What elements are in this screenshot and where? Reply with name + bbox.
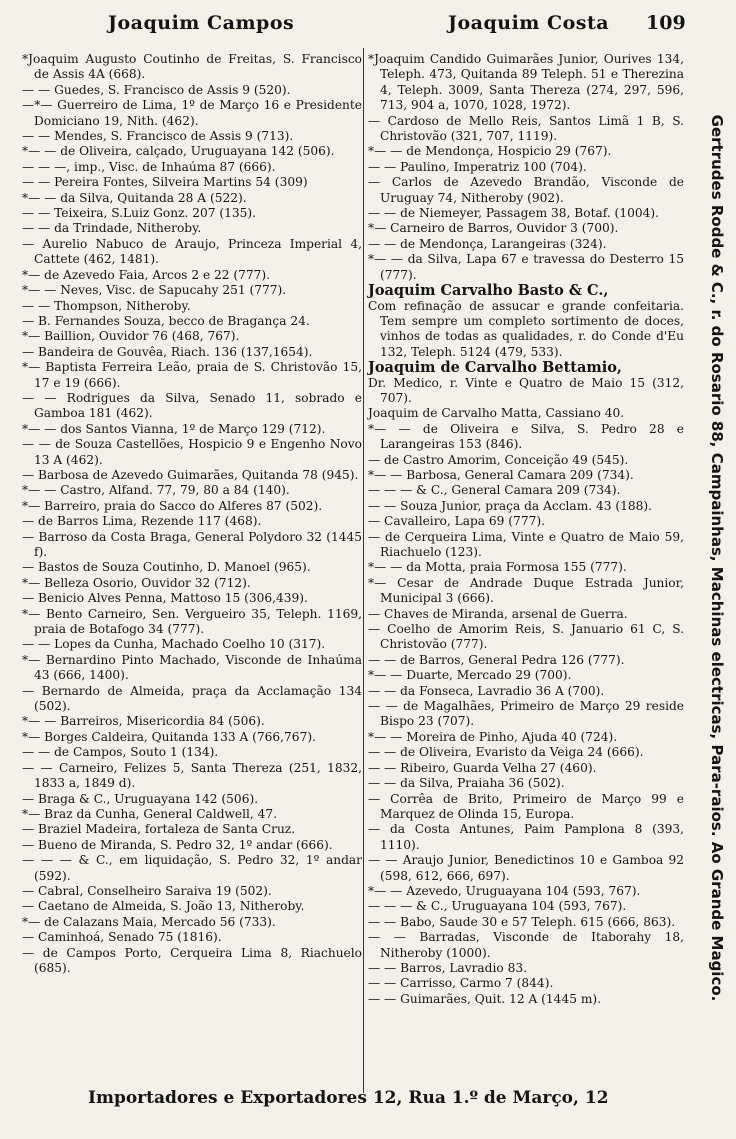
directory-entry: — da Costa Antunes, Paim Pamplona 8 (393, 1110). [368, 822, 684, 852]
directory-entry: — — de Barros, General Pedra 126 (777). [368, 652, 625, 667]
directory-entry: Joaquim Carvalho Basto & C., [368, 282, 609, 300]
directory-entry: — — Carneiro, Felizes 5, Santa Thereza (251, 1832, 1833 a, 1849 d). [22, 760, 362, 791]
directory-entry: *— de Azevedo Faia, Arcos 2 e 22 (777). [22, 267, 271, 282]
directory-entry: — — de Mendonça, Larangeiras (324). [368, 236, 607, 251]
directory-entry: *— Bento Carneiro, Sen. Vergueiro 35, Teleph. 1169, praia de Botafogo 34 (777). [22, 606, 362, 637]
directory-entry: *— — dos Santos Vianna, 1º de Março 129 (712). [22, 421, 326, 436]
directory-entry: — Cabral, Conselheiro Saraiva 19 (502). [22, 883, 272, 898]
directory-entry: — — — & C., General Camara 209 (734). [368, 483, 621, 498]
directory-entry: — — da Trindade, Nitheroby. [22, 221, 202, 236]
page-header [0, 8, 736, 42]
directory-entry: Joaquim de Carvalho Bettamio, [368, 359, 622, 377]
right-running-title: Joaquim Costa [448, 12, 610, 34]
directory-entry: — Corrêa de Brito, Primeiro de Março 99 e Marquez de Olinda 15, Europa. [368, 791, 684, 821]
directory-entry: *— Barreiro, praia do Sacco do Alferes 87 (502). [22, 498, 323, 513]
page-number: 109 [646, 12, 686, 34]
directory-entry: — Caminhoá, Senado 75 (1816). [22, 930, 222, 945]
directory-entry: *— — Castro, Alfand. 77, 79, 80 a 84 (140). [22, 483, 290, 498]
directory-entry: — — Paulino, Imperatriz 100 (704). [368, 159, 587, 174]
directory-entry: *— Belleza Osorio, Ouvidor 32 (712). [22, 575, 251, 590]
directory-entry: — Benicio Alves Penna, Mattoso 15 (306,439). [22, 591, 308, 606]
directory-entry: *Joaquim Candido Guimarães Junior, Ourives 134, Teleph. 473, Quitanda 89 Teleph. 51 e Therezina 4, Teleph. 3009, Santa Thereza (274, 297, 596, 713, 904 a, 1070, 1028, 1972). [368, 52, 684, 113]
directory-entry: — Bernardo de Almeida, praça da Acclamação 134 (502). [22, 683, 362, 714]
left-column [22, 52, 362, 976]
directory-entry: — Cavalleiro, Lapa 69 (777). [368, 514, 545, 529]
directory-entry: *— Braz da Cunha, General Caldwell, 47. [22, 806, 278, 821]
directory-entry: — Bueno de Miranda, S. Pedro 32, 1º andar (666). [22, 837, 333, 852]
directory-entry: — Braziel Madeira, fortaleza de Santa Cruz. [22, 822, 296, 837]
directory-entry: — Caetano de Almeida, S. João 13, Nitheroby. [22, 899, 305, 914]
directory-entry: *— — da Silva, Lapa 67 e travessa do Desterro 15 (777). [368, 252, 684, 282]
directory-entry: — Chaves de Miranda, arsenal de Guerra. [368, 606, 628, 621]
directory-entry: *Joaquim Augusto Coutinho de Freitas, S. Francisco de Assis 4A (668). [22, 52, 362, 82]
directory-entry: — Braga & C., Uruguayana 142 (506). [22, 791, 259, 806]
directory-entry: — — da Fonseca, Lavradio 36 A (700). [368, 683, 605, 698]
directory-entry: *— — da Motta, praia Formosa 155 (777). [368, 560, 627, 575]
side-advertisement [704, 28, 730, 1088]
directory-entry: *— Carneiro de Barros, Ouvidor 3 (700). [368, 221, 619, 236]
directory-entry: — — Araujo Junior, Benedictinos 10 e Gamboa 92 (598, 612, 666, 697). [368, 853, 684, 883]
directory-entry: *— — Barreiros, Misericordia 84 (506). [22, 714, 265, 729]
directory-entry: — — Mendes, S. Francisco de Assis 9 (713). [22, 129, 294, 144]
directory-entry: — — de Niemeyer, Passagem 38, Botaf. (1004). [368, 206, 659, 221]
right-column [368, 52, 684, 1007]
directory-entry: *— Borges Caldeira, Quitanda 133 A (766,767). [22, 729, 316, 744]
directory-entry: *— — da Silva, Quitanda 28 A (522). [22, 190, 247, 205]
directory-entry: *— Baptista Ferreira Leão, praia de S. Christovão 15, 17 e 19 (666). [22, 360, 362, 390]
directory-entry: — — Lopes da Cunha, Machado Coelho 10 (317). [22, 637, 326, 652]
directory-entry: — Barbosa de Azevedo Guimarães, Quitanda 78 (945). [22, 467, 359, 482]
directory-entry: — — de Magalhães, Primeiro de Março 29 reside Bispo 23 (707). [368, 699, 684, 729]
directory-entry: *— Cesar de Andrade Duque Estrada Junior, Municipal 3 (666). [368, 575, 684, 606]
directory-entry: *— — Azevedo, Uruguayana 104 (593, 767). [368, 883, 641, 898]
directory-entry: — de Barros Lima, Rezende 117 (468). [22, 514, 262, 529]
directory-entry: — — de Souza Castellões, Hospicio 9 e Engenho Novo 13 A (462). [22, 437, 362, 467]
directory-entry: — — —, imp., Visc. de Inhaúma 87 (666). [22, 159, 276, 174]
directory-entry: — — — & C., Uruguayana 104 (593, 767). [368, 899, 627, 914]
directory-entry: — — Thompson, Nitheroby. [22, 298, 191, 313]
directory-entry: — — Guedes, S. Francisco de Assis 9 (520). [22, 82, 291, 97]
directory-entry: *— — Duarte, Mercado 29 (700). [368, 668, 572, 683]
directory-entry: — Bandeira de Gouvêa, Riach. 136 (137,1654). [22, 344, 313, 359]
directory-entry: — Cardoso de Mello Reis, Santos Limã 1 B, S. Christovão (321, 707, 1119). [368, 113, 684, 144]
directory-entry: Joaquim de Carvalho Matta, Cassiano 40. [368, 406, 625, 421]
directory-entry: — Carlos de Azevedo Brandão, Visconde de Uruguay 74, Nitheroby (902). [368, 175, 684, 205]
directory-entry: *— — de Oliveira, calçado, Uruguayana 142 (506). [22, 144, 335, 159]
directory-entry: *— — Barbosa, General Camara 209 (734). [368, 467, 634, 482]
side-advertisement-text: Gertrudes Rodde & C., r. do Rosario 88, Campainhas, Machinas electricas, Para-raios. Ao Grande Magico. [708, 114, 726, 1002]
directory-entry: —*— Guerreiro de Lima, 1º de Março 16 e Presidente Domiciano 19, Nith. (462). [22, 98, 362, 128]
directory-entry: — — de Campos, Souto 1 (134). [22, 745, 219, 760]
directory-entry: Dr. Medico, r. Vinte e Quatro de Maio 15 (312, 707). [368, 375, 684, 405]
directory-entry: *— — Moreira de Pinho, Ajuda 40 (724). [368, 729, 618, 744]
directory-entry: — Barroso da Costa Braga, General Polydoro 32 (1445 f). [22, 529, 362, 559]
directory-entry: — — de Oliveira, Evaristo da Veiga 24 (666). [368, 745, 644, 760]
directory-entry: *— Baillion, Ouvidor 76 (468, 767). [22, 329, 240, 344]
directory-entry: *— de Calazans Maia, Mercado 56 (733). [22, 914, 276, 929]
directory-entry: — — da Silva, Praiaha 36 (502). [368, 776, 565, 791]
directory-entry: — — Ribeiro, Guarda Velha 27 (460). [368, 760, 597, 775]
directory-entry: — Bastos de Souza Coutinho, D. Manoel (965). [22, 560, 311, 575]
directory-entry: — — Teixeira, S.Luiz Gonz. 207 (135). [22, 206, 257, 221]
directory-entry: *— — de Mendonça, Hospicio 29 (767). [368, 144, 612, 159]
directory-entry: — de Cerqueira Lima, Vinte e Quatro de Maio 59, Riachuelo (123). [368, 529, 684, 559]
left-running-title: Joaquim Campos [108, 12, 295, 34]
directory-entry: — — Pereira Fontes, Silveira Martins 54 (309) [22, 175, 308, 190]
column-divider [363, 48, 364, 1093]
directory-entry: *— — Neves, Visc. de Sapucahy 251 (777). [22, 283, 287, 298]
directory-entry: *— Bernardino Pinto Machado, Visconde de Inhaúma 43 (666, 1400). [22, 652, 362, 683]
directory-entry: — de Castro Amorim, Conceição 49 (545). [368, 452, 629, 467]
directory-entry: — — — & C., em liquidação, S. Pedro 32, 1º andar (592). [22, 853, 362, 883]
directory-entry: — — Rodrigues da Silva, Senado 11, sobrado e Gamboa 181 (462). [22, 390, 362, 421]
directory-entry: — — Barradas, Visconde de Itaborahy 18, Nitheroby (1000). [368, 930, 684, 960]
directory-entry: — — Guimarães, Quit. 12 A (1445 m). [368, 991, 602, 1006]
directory-entry: — de Campos Porto, Cerqueira Lima 8, Riachuelo (685). [22, 945, 362, 975]
directory-entry: — B. Fernandes Souza, becco de Bragança 24. [22, 313, 310, 328]
directory-entry: — Aurelio Nabuco de Araujo, Princeza Imperial 4, Cattete (462, 1481). [22, 236, 362, 267]
directory-entry: — — Babo, Saude 30 e 57 Teleph. 615 (666, 863). [368, 914, 676, 929]
directory-entry: *— — de Oliveira e Silva, S. Pedro 28 e Larangeiras 153 (846). [368, 421, 684, 452]
directory-entry: Com refinação de assucar e grande confeitaria. Tem sempre um completo sortimento de doces, vinhos de todas as qualidades, r. do Conde d'Eu 132, Teleph. 5124 (479, 533). [368, 298, 684, 359]
page-footer: Importadores e Exportadores 12, Rua 1.º de Março, 12 [88, 1088, 609, 1108]
directory-entry: — — Carrisso, Carmo 7 (844). [368, 976, 554, 991]
directory-entry: — — Barros, Lavradio 83. [368, 960, 527, 975]
directory-entry: — Coelho de Amorim Reis, S. Januario 61 C, S. Christovão (777). [368, 622, 684, 652]
directory-entry: — — Souza Junior, praça da Acclam. 43 (188). [368, 498, 653, 513]
